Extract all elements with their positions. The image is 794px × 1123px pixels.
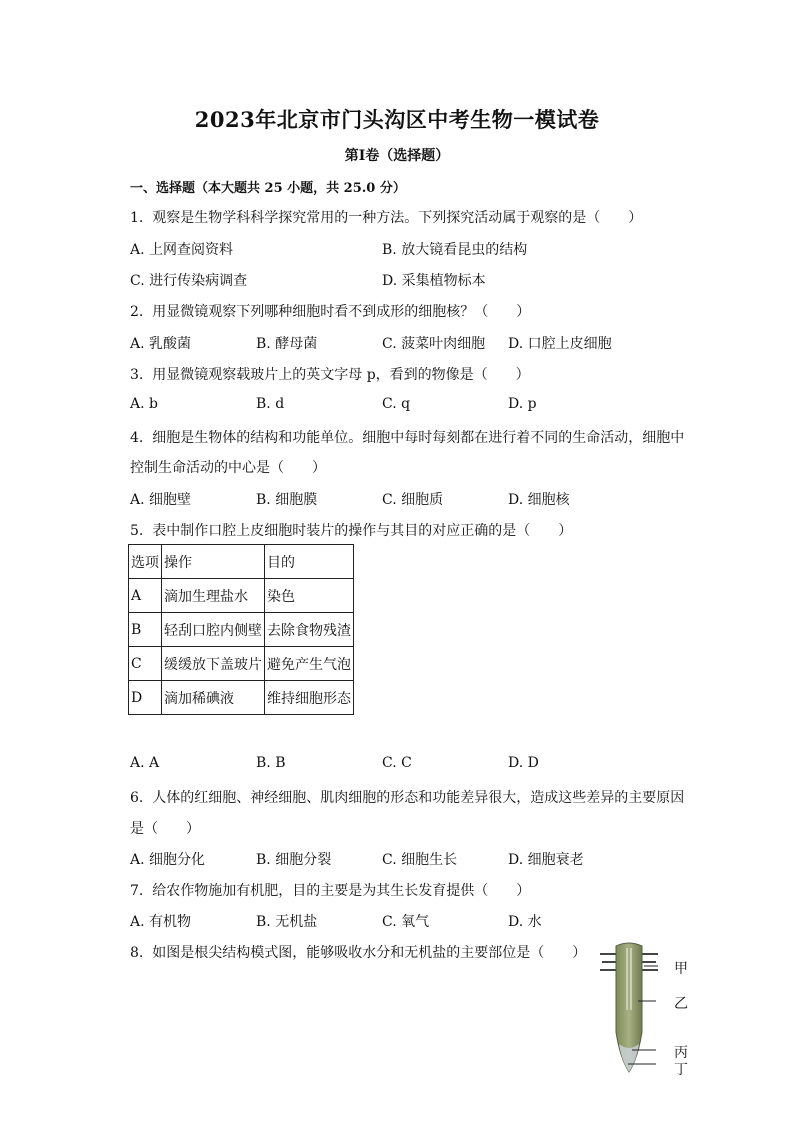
question-6-option-d[interactable]: D. 细胞衰老 bbox=[508, 852, 584, 868]
table-cell: C bbox=[129, 647, 162, 681]
question-7-stem: 7. 给农作物施加有机肥，目的主要是为其生长发育提供（ ） bbox=[130, 883, 531, 899]
question-4-option-d[interactable]: D. 细胞核 bbox=[508, 492, 570, 508]
question-6-stem-line-2: 是（ ） bbox=[130, 821, 200, 837]
table-cell: B bbox=[129, 613, 162, 647]
section-heading: 一、选择题（本大题共 25 小题，共 25.0 分） bbox=[130, 181, 406, 196]
question-4-option-c[interactable]: C. 细胞质 bbox=[382, 492, 444, 508]
question-3-option-c[interactable]: C. q bbox=[382, 396, 411, 412]
table-cell: D bbox=[129, 681, 162, 715]
table-header-cell: 操作 bbox=[162, 545, 265, 579]
question-6-option-a[interactable]: A. 细胞分化 bbox=[130, 852, 206, 868]
question-6-stem-line-1: 6. 人体的红细胞、神经细胞、肌肉细胞的形态和功能差异很大，造成这些差异的主要原因 bbox=[130, 790, 685, 806]
question-5-option-d[interactable]: D. D bbox=[508, 755, 539, 771]
question-7-option-c[interactable]: C. 氧气 bbox=[382, 914, 430, 930]
question-4-stem-line-2: 控制生命活动的中心是（ ） bbox=[130, 460, 326, 476]
label-jia: 甲 bbox=[674, 961, 688, 977]
question-1-stem: 1. 观察是生物学科科学探究常用的一种方法。下列探究活动属于观察的是（ ） bbox=[130, 210, 643, 226]
table-cell: A bbox=[129, 579, 162, 613]
question-5-table bbox=[128, 544, 354, 715]
question-1-option-a[interactable]: A. 上网查阅资料 bbox=[130, 242, 234, 258]
question-5-option-b[interactable]: B. B bbox=[256, 755, 286, 771]
table-row bbox=[129, 579, 354, 613]
question-4-stem-line-1: 4. 细胞是生物体的结构和功能单位。细胞中每时每刻都在进行着不同的生命活动，细胞中 bbox=[130, 430, 685, 446]
question-2-option-a[interactable]: A. 乳酸菌 bbox=[130, 336, 192, 352]
label-yi: 乙 bbox=[674, 996, 688, 1012]
table-cell: 轻刮口腔内侧壁 bbox=[162, 613, 265, 647]
question-3-option-d[interactable]: D. p bbox=[508, 396, 537, 412]
question-3-stem: 3. 用显微镜观察载玻片上的英文字母 p，看到的物像是（ ） bbox=[130, 367, 530, 383]
question-7-option-b[interactable]: B. 无机盐 bbox=[256, 914, 318, 930]
table-row bbox=[129, 681, 354, 715]
question-3-option-a[interactable]: A. b bbox=[130, 396, 158, 412]
question-1-option-c[interactable]: C. 进行传染病调查 bbox=[130, 273, 248, 289]
table-header-cell: 目的 bbox=[265, 545, 354, 579]
question-8-stem: 8. 如图是根尖结构模式图，能够吸收水分和无机盐的主要部位是（ ） bbox=[130, 945, 587, 961]
volume-title: 第Ⅰ卷（选择题） bbox=[344, 148, 450, 164]
question-2-stem: 2. 用显微镜观察下列哪种细胞时看不到成形的细胞核？（ ） bbox=[130, 304, 531, 320]
table-cell: 去除食物残渣 bbox=[265, 613, 354, 647]
question-2-option-c[interactable]: C. 菠菜叶肉细胞 bbox=[382, 336, 486, 352]
label-bing: 丙 bbox=[674, 1045, 688, 1061]
question-1-option-b[interactable]: B. 放大镜看昆虫的结构 bbox=[382, 242, 528, 258]
table-cell: 染色 bbox=[265, 579, 354, 613]
question-1-option-d[interactable]: D. 采集植物标本 bbox=[382, 273, 486, 289]
table-cell: 避免产生气泡 bbox=[265, 647, 354, 681]
table-cell: 缓缓放下盖玻片 bbox=[162, 647, 265, 681]
question-7-option-d[interactable]: D. 水 bbox=[508, 914, 542, 930]
question-6-option-c[interactable]: C. 细胞生长 bbox=[382, 852, 458, 868]
question-5-option-c[interactable]: C. C bbox=[382, 755, 412, 771]
table-cell: 维持细胞形态 bbox=[265, 681, 354, 715]
question-7-option-a[interactable]: A. 有机物 bbox=[130, 914, 192, 930]
label-ding: 丁 bbox=[674, 1062, 688, 1078]
question-5-option-a[interactable]: A. A bbox=[130, 755, 160, 771]
question-2-option-d[interactable]: D. 口腔上皮细胞 bbox=[508, 336, 612, 352]
question-4-option-b[interactable]: B. 细胞膜 bbox=[256, 492, 318, 508]
table-cell: 滴加生理盐水 bbox=[162, 579, 265, 613]
table-header-cell: 选项 bbox=[129, 545, 162, 579]
root-tip-figure bbox=[598, 940, 698, 1080]
question-6-option-b[interactable]: B. 细胞分裂 bbox=[256, 852, 332, 868]
question-5-stem: 5. 表中制作口腔上皮细胞时装片的操作与其目的对应正确的是（ ） bbox=[130, 523, 573, 539]
table-header-row bbox=[129, 545, 354, 579]
table-row bbox=[129, 647, 354, 681]
question-2-option-b[interactable]: B. 酵母菌 bbox=[256, 336, 318, 352]
exam-title: 2023年北京市门头沟区中考生物一模试卷 bbox=[194, 107, 600, 132]
table-row bbox=[129, 613, 354, 647]
question-3-option-b[interactable]: B. d bbox=[256, 396, 285, 412]
table-cell: 滴加稀碘液 bbox=[162, 681, 265, 715]
question-4-option-a[interactable]: A. 细胞壁 bbox=[130, 492, 192, 508]
